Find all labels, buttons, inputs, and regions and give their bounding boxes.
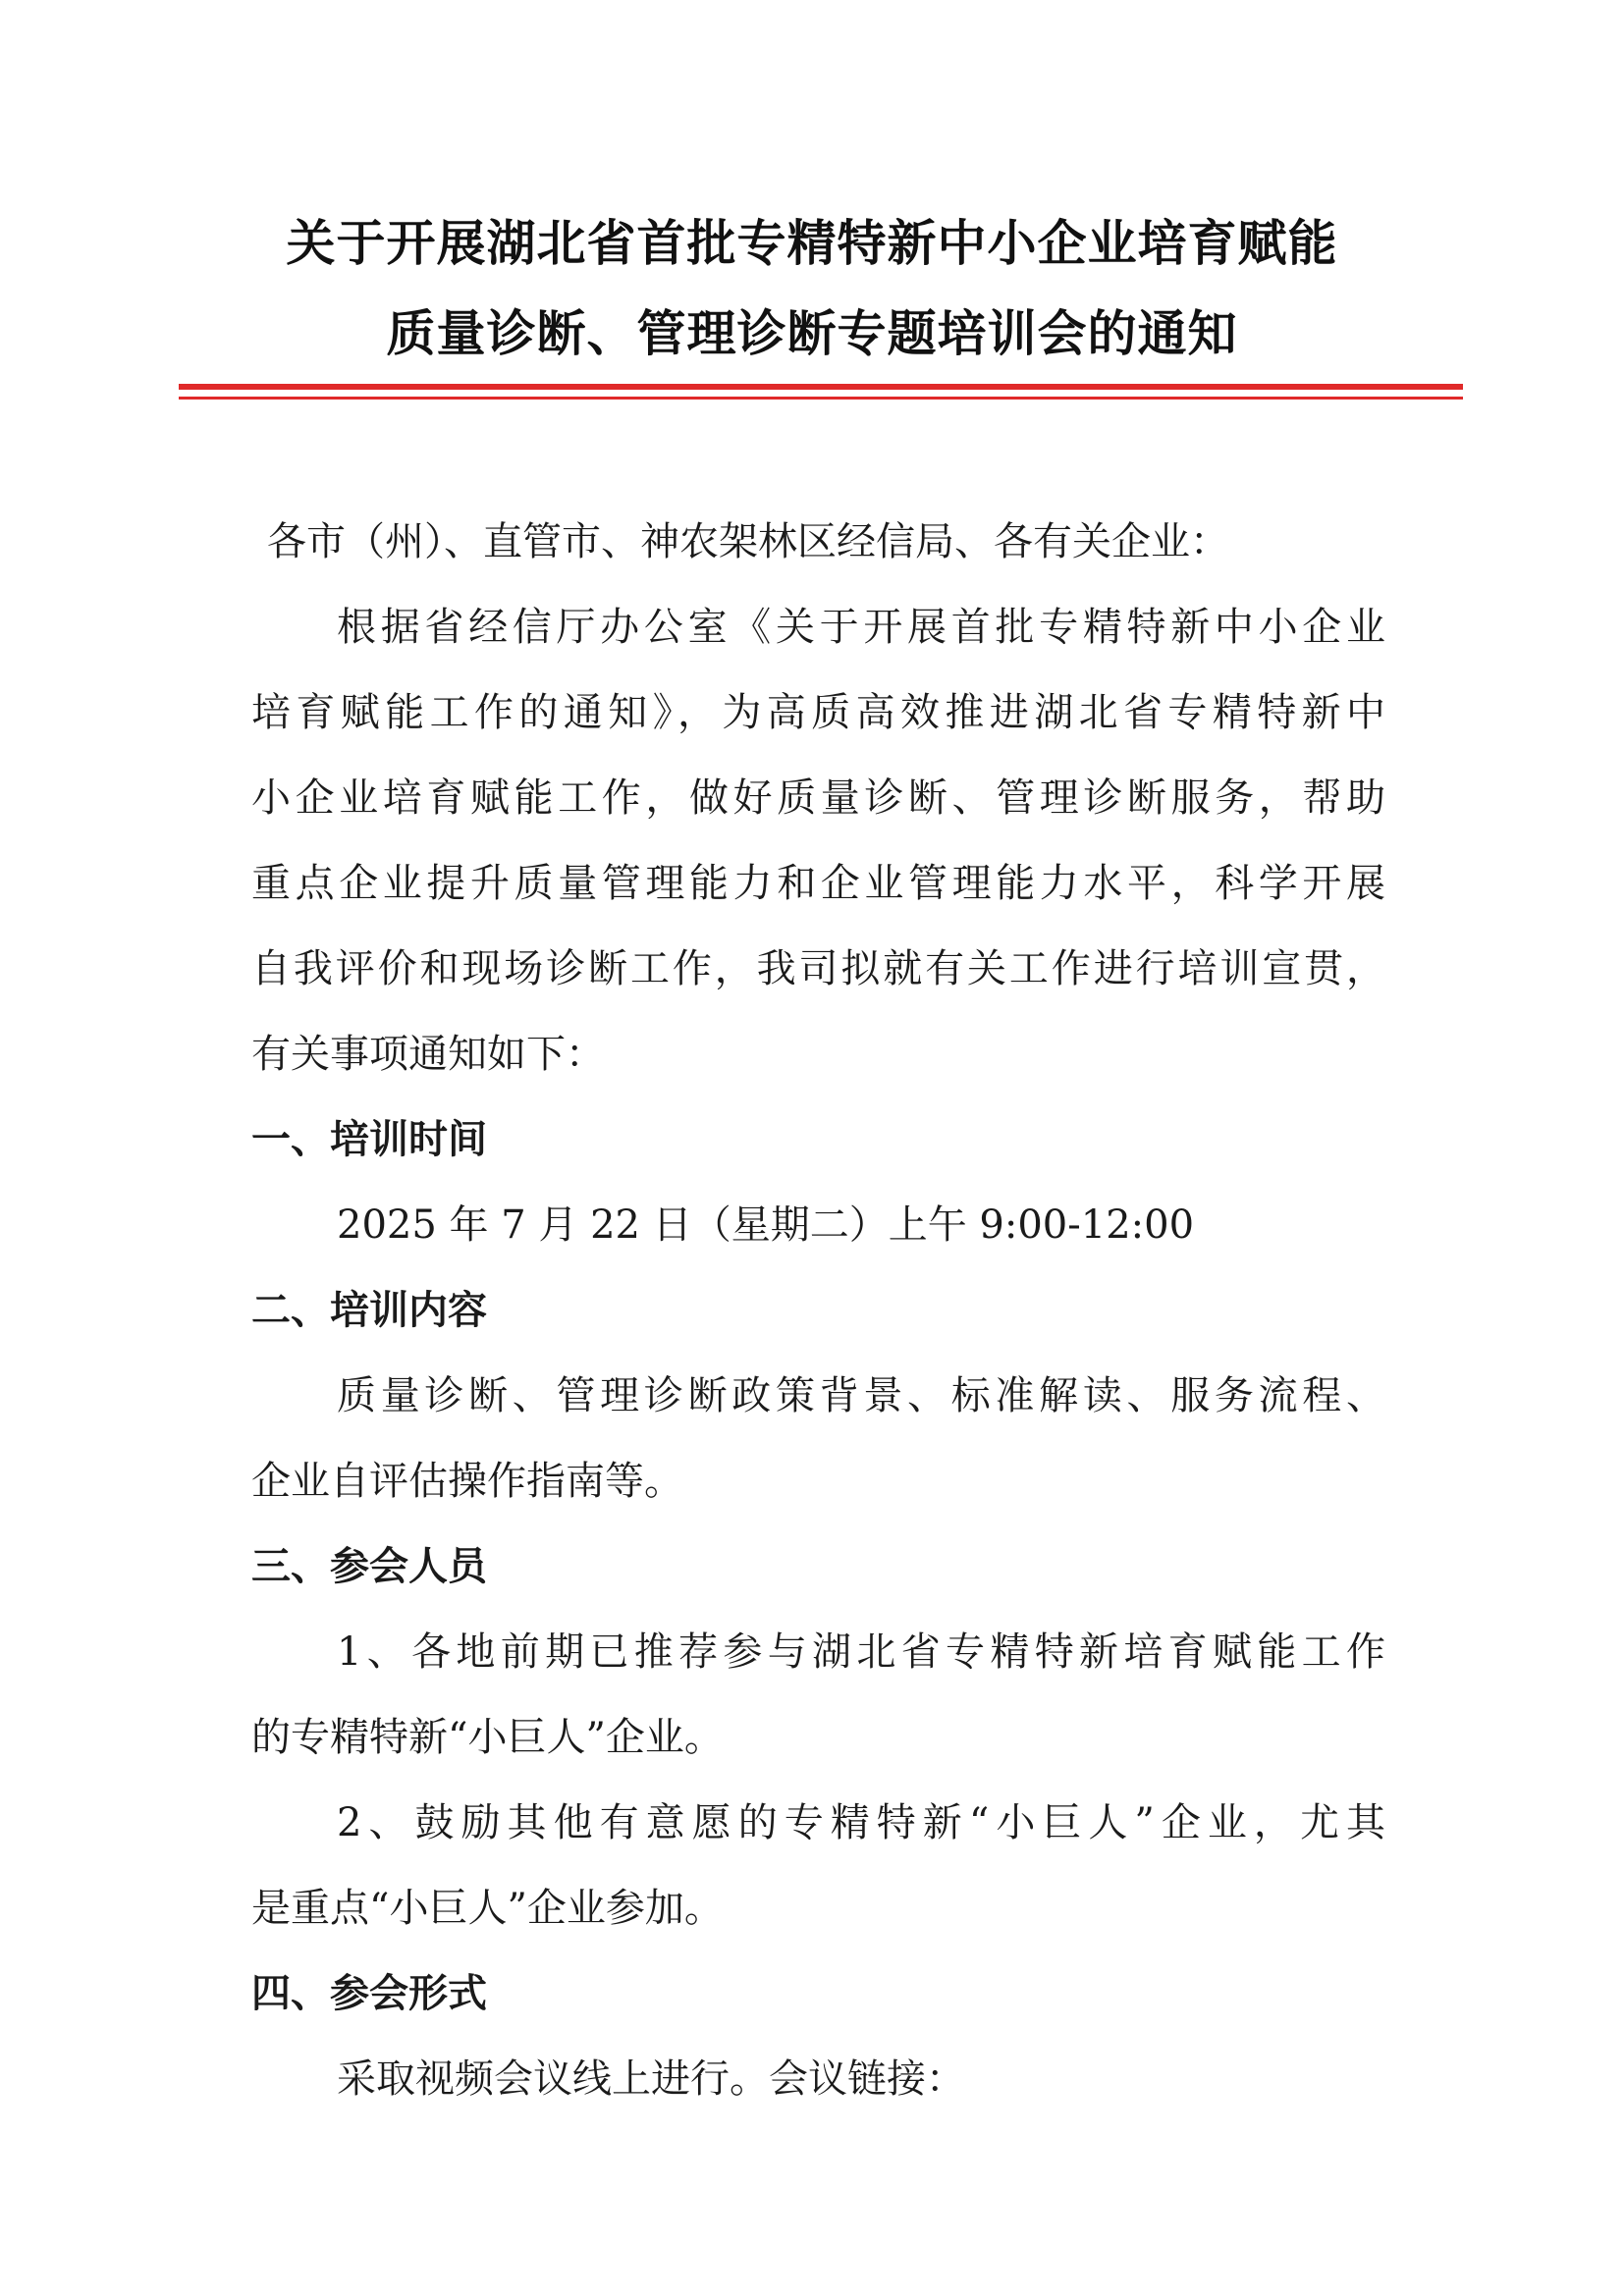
intro-line: 有关事项通知如下：: [251, 1032, 605, 1077]
attendee-item-2-line: 是重点“小巨人”企业参加。: [251, 1886, 724, 1931]
content-line: 质量诊断、管理诊断政策背景、标准解读、服务流程、: [337, 1373, 1385, 1418]
training-time-text: 2025 年 7 月 22 日（星期二）上午 9:00-12:00: [337, 1202, 1195, 1248]
attendee-item-1-line: 的专精特新“小巨人”企业。: [251, 1715, 724, 1760]
intro-line: 自我评价和现场诊断工作，我司拟就有关工作进行培训宣贯，: [251, 946, 1385, 991]
intro-line: 重点企业提升质量管理能力和企业管理能力水平，科学开展: [251, 861, 1385, 906]
salutation: 各市（州）、直管市、神农架林区经信局、各有关企业：: [267, 519, 1229, 564]
section-heading-content: 二、培训内容: [251, 1288, 487, 1333]
document-title-line-1: 关于开展湖北省首批专精特新中小企业培育赋能: [286, 215, 1338, 272]
attendee-item-2-line: 2、鼓励其他有意愿的专精特新“小巨人”企业，尤其: [337, 1800, 1385, 1845]
content-line: 企业自评估操作指南等。: [251, 1459, 683, 1504]
document-title-line-2: 质量诊断、管理诊断专题培训会的通知: [386, 305, 1238, 362]
attendee-item-1-line: 1、各地前期已推荐参与湖北省专精特新培育赋能工作: [337, 1629, 1385, 1675]
red-rule-thin: [179, 397, 1463, 400]
intro-line: 根据省经信厅办公室《关于开展首批专精特新中小企业: [337, 605, 1385, 650]
section-heading-time: 一、培训时间: [251, 1117, 487, 1162]
intro-line: 小企业培育赋能工作，做好质量诊断、管理诊断服务，帮助: [251, 775, 1385, 821]
intro-line: 培育赋能工作的通知》，为高质高效推进湖北省专精特新中: [251, 690, 1385, 735]
section-heading-format: 四、参会形式: [251, 1971, 487, 2016]
format-text: 采取视频会议线上进行。会议链接：: [337, 2056, 965, 2102]
section-heading-attendees: 三、参会人员: [251, 1544, 487, 1589]
red-rule-thick: [179, 384, 1463, 390]
